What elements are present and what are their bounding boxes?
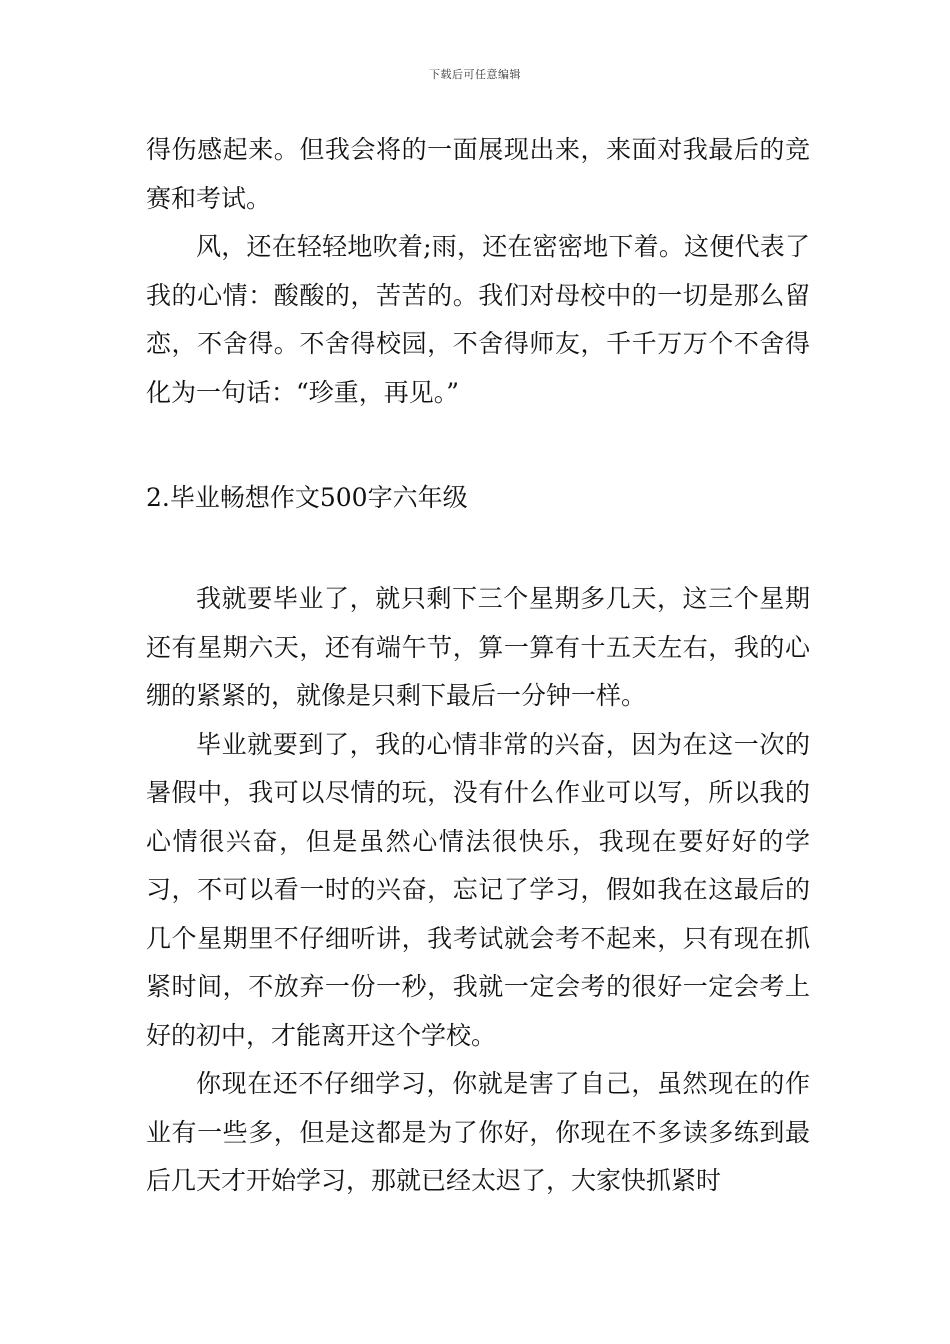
paragraph: 风，还在轻轻地吹着;雨，还在密密地下着。这便代表了我的心情：酸酸的，苦苦的。我们对母校中的一切是那么留恋，不舍得。不舍得校园，不舍得师友，千千万万个不舍得化为一句话：“珍重，再见。” xyxy=(146,232,810,407)
paragraph: 我就要毕业了，就只剩下三个星期多几天，这三个星期还有星期六天，还有端午节，算一算有十五天左右，我的心绷的紧紧的，就像是只剩下最后一分钟一样。 xyxy=(146,584,810,710)
section-one-body xyxy=(146,126,810,417)
section-heading: 2.毕业畅想作文500字六年级 xyxy=(146,483,468,512)
paragraph: 你现在还不仔细学习，你就是害了自己，虽然现在的作业有一些多，但是这都是为了你好，你现在不多读多练到最后几天才开始学习，那就已经太迟了，大家快抓紧时 xyxy=(146,1069,810,1195)
paragraph: 毕业就要到了，我的心情非常的兴奋，因为在这一次的暑假中，我可以尽情的玩，没有什么作业可以写，所以我的心情很兴奋，但是虽然心情法很快乐，我现在要好好的学习，不可以看一时的兴奋，忘记了学习，假如我在这最后的几个星期里不仔细听讲，我考试就会考不起来，只有现在抓紧时间，不放弃一份一秒，我就一定会考的很好一定会考上好的初中，才能离开这个学校。 xyxy=(146,729,810,1050)
paragraph: 得伤感起来。但我会将的一面展现出来，来面对我最后的竞赛和考试。 xyxy=(146,135,810,213)
section-two-body xyxy=(146,575,810,1206)
header-note: 下载后可任意编辑 xyxy=(429,68,521,81)
